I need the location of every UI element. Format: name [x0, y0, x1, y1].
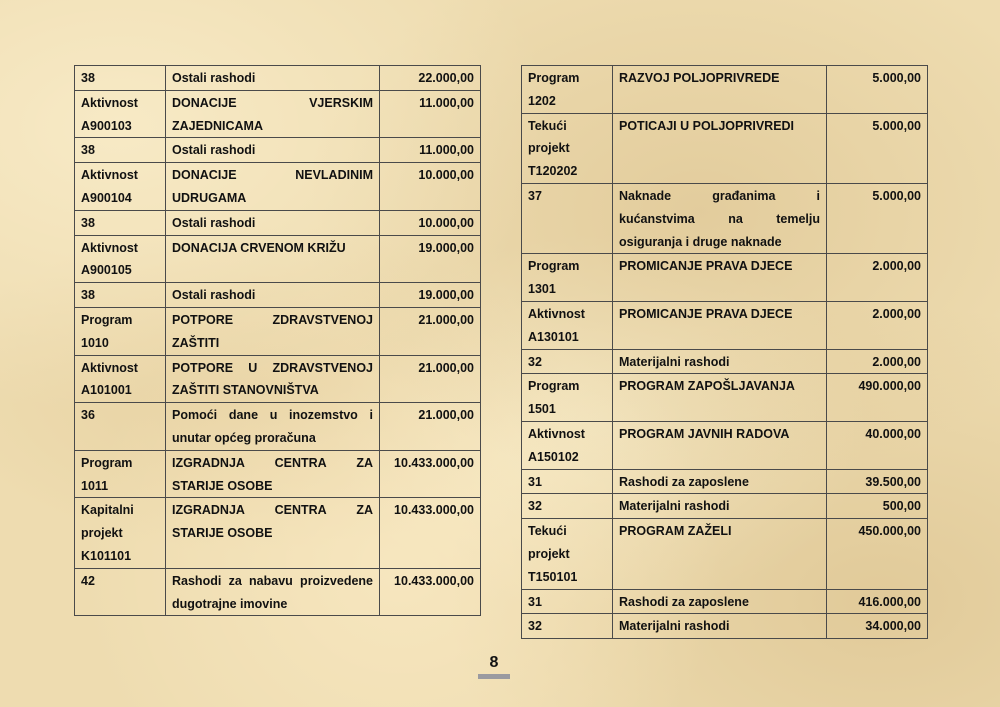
- row-amount: 10.433.000,00: [380, 450, 481, 498]
- table-row: [522, 421, 928, 469]
- row-amount: 416.000,00: [827, 589, 928, 614]
- row-code: Aktivnost A130101: [522, 301, 613, 349]
- table-row: [75, 307, 481, 355]
- row-code: Program 1202: [522, 66, 613, 114]
- row-amount: 19.000,00: [380, 235, 481, 283]
- row-description: Ostali rashodi: [166, 283, 380, 308]
- row-code: Aktivnost A150102: [522, 421, 613, 469]
- row-amount: 10.000,00: [380, 210, 481, 235]
- row-amount: 11.000,00: [380, 90, 481, 138]
- row-code: 32: [522, 614, 613, 639]
- table-row: [522, 494, 928, 519]
- table-row: [75, 210, 481, 235]
- row-amount: 2.000,00: [827, 254, 928, 302]
- row-description: POTPORE U ZDRAVSTVENOJ ZAŠTITI STANOVNIŠTVA: [166, 355, 380, 403]
- table-row: [75, 498, 481, 568]
- table-row: [522, 301, 928, 349]
- row-amount: 10.433.000,00: [380, 498, 481, 568]
- table-row: [75, 235, 481, 283]
- row-description: Ostali rashodi: [166, 66, 380, 91]
- row-description: Pomoći dane u inozemstvo i unutar općeg proračuna: [166, 403, 380, 451]
- row-description: POTPORE ZDRAVSTVENOJ ZAŠTITI: [166, 307, 380, 355]
- row-code: Aktivnost A900104: [75, 163, 166, 211]
- row-amount: 22.000,00: [380, 66, 481, 91]
- row-description: Rashodi za zaposlene: [613, 589, 827, 614]
- table-row: [75, 163, 481, 211]
- row-code: Program 1011: [75, 450, 166, 498]
- row-code: 37: [522, 183, 613, 253]
- row-amount: 5.000,00: [827, 113, 928, 183]
- row-description: Rashodi za nabavu proizvedene dugotrajne imovine: [166, 568, 380, 616]
- row-code: Program 1301: [522, 254, 613, 302]
- row-code: 38: [75, 138, 166, 163]
- table-row: [75, 90, 481, 138]
- row-description: DONACIJE NEVLADINIM UDRUGAMA: [166, 163, 380, 211]
- row-description: IZGRADNJA CENTRA ZA STARIJE OSOBE: [166, 498, 380, 568]
- table-row: [522, 254, 928, 302]
- row-amount: 21.000,00: [380, 307, 481, 355]
- page-number: [478, 651, 510, 679]
- row-amount: 500,00: [827, 494, 928, 519]
- row-description: RAZVOJ POLJOPRIVREDE: [613, 66, 827, 114]
- table-row: [522, 183, 928, 253]
- row-description: Materijalni rashodi: [613, 349, 827, 374]
- budget-table-right-body: [522, 66, 928, 639]
- table-row: [75, 283, 481, 308]
- row-amount: 5.000,00: [827, 183, 928, 253]
- row-amount: 40.000,00: [827, 421, 928, 469]
- table-row: [522, 349, 928, 374]
- row-description: Ostali rashodi: [166, 138, 380, 163]
- table-row: [522, 614, 928, 639]
- table-row: [522, 374, 928, 422]
- row-description: POTICAJI U POLJOPRIVREDI: [613, 113, 827, 183]
- row-description: PROGRAM ZAŽELI: [613, 519, 827, 589]
- row-code: 38: [75, 210, 166, 235]
- table-row: [75, 450, 481, 498]
- table-row: [522, 66, 928, 114]
- row-code: Kapitalni projekt K101101: [75, 498, 166, 568]
- row-description: PROMICANJE PRAVA DJECE: [613, 301, 827, 349]
- row-amount: 2.000,00: [827, 349, 928, 374]
- row-description: Rashodi za zaposlene: [613, 469, 827, 494]
- row-description: IZGRADNJA CENTRA ZA STARIJE OSOBE: [166, 450, 380, 498]
- table-row: [75, 568, 481, 616]
- page-number-text: 8: [489, 654, 499, 671]
- row-amount: 21.000,00: [380, 355, 481, 403]
- row-amount: 39.500,00: [827, 469, 928, 494]
- row-description: Materijalni rashodi: [613, 494, 827, 519]
- table-row: [522, 113, 928, 183]
- row-amount: 11.000,00: [380, 138, 481, 163]
- row-amount: 19.000,00: [380, 283, 481, 308]
- table-row: [75, 355, 481, 403]
- row-code: 36: [75, 403, 166, 451]
- row-amount: 490.000,00: [827, 374, 928, 422]
- row-code: Program 1010: [75, 307, 166, 355]
- row-description: Materijalni rashodi: [613, 614, 827, 639]
- row-code: 32: [522, 349, 613, 374]
- row-description: PROGRAM JAVNIH RADOVA: [613, 421, 827, 469]
- budget-table-right: [521, 65, 928, 639]
- row-description: PROMICANJE PRAVA DJECE: [613, 254, 827, 302]
- page-number-bar: [478, 674, 510, 679]
- table-row: [75, 403, 481, 451]
- row-description: DONACIJE VJERSKIM ZAJEDNICAMA: [166, 90, 380, 138]
- row-code: 42: [75, 568, 166, 616]
- row-code: Aktivnost A900105: [75, 235, 166, 283]
- table-row: [75, 66, 481, 91]
- row-code: 38: [75, 66, 166, 91]
- row-description: DONACIJA CRVENOM KRIŽU: [166, 235, 380, 283]
- table-row: [522, 469, 928, 494]
- table-row: [75, 138, 481, 163]
- table-row: [522, 589, 928, 614]
- row-code: Tekući projekt T120202: [522, 113, 613, 183]
- row-code: 38: [75, 283, 166, 308]
- budget-table-left: [74, 65, 481, 616]
- row-amount: 21.000,00: [380, 403, 481, 451]
- row-description: Ostali rashodi: [166, 210, 380, 235]
- row-code: 31: [522, 589, 613, 614]
- row-amount: 450.000,00: [827, 519, 928, 589]
- row-code: Aktivnost A900103: [75, 90, 166, 138]
- row-description: PROGRAM ZAPOŠLJAVANJA: [613, 374, 827, 422]
- row-code: 31: [522, 469, 613, 494]
- table-row: [522, 519, 928, 589]
- row-code: Program 1501: [522, 374, 613, 422]
- row-amount: 2.000,00: [827, 301, 928, 349]
- row-code: Aktivnost A101001: [75, 355, 166, 403]
- budget-table-left-body: [75, 66, 481, 616]
- row-amount: 10.433.000,00: [380, 568, 481, 616]
- row-amount: 5.000,00: [827, 66, 928, 114]
- row-amount: 34.000,00: [827, 614, 928, 639]
- row-code: Tekući projekt T150101: [522, 519, 613, 589]
- row-amount: 10.000,00: [380, 163, 481, 211]
- row-description: Naknade građanima i kućanstvima na temelju osiguranja i druge naknade: [613, 183, 827, 253]
- row-code: 32: [522, 494, 613, 519]
